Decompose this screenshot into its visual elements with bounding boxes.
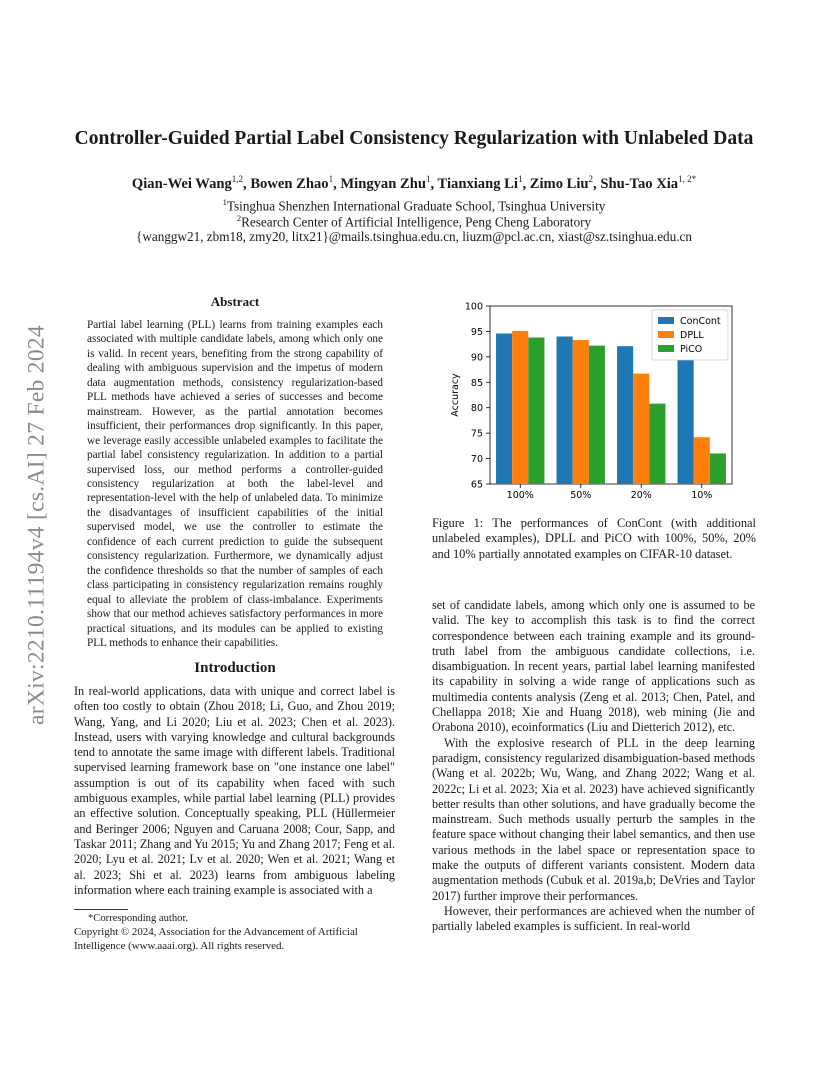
y-tick-label: 90 xyxy=(470,352,483,364)
footnote-divider xyxy=(74,909,128,910)
legend-label: ConCont xyxy=(680,316,721,327)
author-name: Mingyan Zhu xyxy=(340,175,426,192)
arxiv-identifier-text: arXiv:2210.11194v4 [cs.AI] 27 Feb 2024 xyxy=(23,325,50,725)
affiliation-2: $^2$Research Center of Artificial Intelligence, Peng Cheng Laboratory xyxy=(236,213,592,230)
author-affiliation-mark: 2 xyxy=(588,174,594,184)
bar-dpll xyxy=(573,340,589,484)
y-axis-label: Accuracy xyxy=(450,373,461,417)
abstract-heading: Abstract xyxy=(210,294,260,309)
author-name: Bowen Zhao xyxy=(250,175,329,192)
bar-pico xyxy=(649,404,665,484)
introduction-text: In real-world applications, data with unique and correct label is often too costly to obtain (Zhou 2018; Li, Guo, and Zhou 2019; Wang, Yang, and Li 2020; Liu et al. 2023; Chen et al. 2023). Instead, users with varying knowledge and cultural backgrounds tend to annotate the same image with different labels. Traditional supervised learning framework base on "one instance one label" assumption is out of its capability when faced with such ambiguous examples, while partial label learning (PLL) provides an effective solution. Conceptually speaking, PLL (Hüllermeier and Beringer 2006; Nguyen and Caruana 2008; Cour, Sapp, and Taskar 2011; Zhang and Yu 2015; Yu and Zhang 2017; Feng et al. 2020; Lyu et al. 2021; Lv et al. 2020; Wen et al. 2021; Wang et al. 2023; Shi et al. 2023) learns from ambiguous labeling information where each training example is associated with a xyxy=(74,684,395,897)
bar-dpll xyxy=(633,374,649,484)
figure-caption: Figure 1: The performances of ConCont (with additional unlabeled examples), DPLL and PiCO with 100%, 50%, 20% and 10% partially annotated examples on CIFAR-10 dataset. xyxy=(432,516,756,561)
affiliation-1: $^1$Tsinghua Shenzhen International Graduate School, Tsinghua University xyxy=(222,197,606,214)
abstract-text: Partial label learning (PLL) learns from training examples each associated with multiple candidate labels, among which only one is valid. In recent years, benefiting from the strong capability of dealing with ambiguous supervision and the impetus of modern data augmentation methods, consistency regularization-based PLL methods have achieved a series of successes and become mainstream. However, as the partial annotation becomes insufficient, their performances drop significantly. In this paper, we leverage easily accessible unlabeled examples to facilitate the partial label consistency regularization. In addition to a partial supervised loss, our method performs a controller-guided consistency regularization at both the label-level and representation-level with the help of unlabeled data. To minimize the disadvantages of insufficient capabilities of the initial supervised model, we use the controller to estimate the confidence of each current prediction to guide the subsequent consistency regularization. Furthermore, we dynamically adjust the confidence thresholds so that the number of samples of each class participating in consistency regularization remains roughly equal to alleviate the problem of class-imbalance. Experiments show that our method achieves satisfactory performances in more practical situations, and its modules can be applied to existing PLL methods to enhance their capabilities. xyxy=(87,319,383,649)
bar-pico xyxy=(589,346,605,484)
bar-pico xyxy=(710,453,726,484)
author-affiliation-mark: 1 xyxy=(328,174,334,184)
bar-dpll xyxy=(512,331,528,484)
author-affiliation-mark: 1,2 xyxy=(231,174,244,184)
y-tick-label: 80 xyxy=(470,403,483,415)
author-name: Zimo Liu xyxy=(529,175,589,192)
author-name: Shu-Tao Xia xyxy=(600,175,679,192)
legend-label: DPLL xyxy=(680,330,704,341)
paragraph: set of candidate labels, among which only one is assumed to be valid. The key to accomplish this task is to find the correct correspondence between each training example and its ground-truth label from the ambiguous candidate collections, i.e. disambiguation. In recent years, partial label learning manifested its capability in solving a wide range of applications such as multimedia contents analysis (Zeng et al. 2013; Chen, Patel, and Chellappa 2018; Xie and Huang 2018), web mining (Jie and Orabona 2010), ecoinformatics (Liu and Dietterich 2012), etc. xyxy=(432,598,755,735)
bar-pico xyxy=(528,338,544,484)
paragraph: However, their performances are achieved when the number of partially labeled examples is sufficient. In real-world xyxy=(432,903,755,934)
bar-concont xyxy=(617,346,633,484)
author-affiliation-mark: 1 xyxy=(425,174,431,184)
author-affiliation-mark: 1 xyxy=(517,174,523,184)
arxiv-identifier-watermark xyxy=(22,295,52,755)
paper-title: Controller-Guided Partial Label Consistency Regularization with Unlabeled Data xyxy=(74,128,754,149)
x-tick-label: 10% xyxy=(691,490,713,501)
bar-concont xyxy=(678,351,694,484)
y-tick-label: 100 xyxy=(464,301,483,313)
legend-swatch xyxy=(658,317,674,324)
bar-dpll xyxy=(694,437,710,484)
legend-swatch xyxy=(658,331,674,338)
author-list: Qian-Wei Wang$^{1,2}$, Bowen Zhao$^1$, Mingyan Zhu$^1$, Tianxiang Li$^1$, Zimo Liu$^2$, Shu-Tao Xia$^{1, 2*}$ xyxy=(131,174,697,192)
right-column-text xyxy=(432,598,755,935)
corresponding-author-footnote: *Corresponding author. xyxy=(88,913,189,924)
copyright-notice: Copyright © 2024, Association for the Advancement of Artificial Intelligence (www.aaai.org). All rights reserved. xyxy=(74,926,358,952)
author-emails: {wanggw21, zbm18, zmy20, litx21}@mails.tsinghua.edu.cn, liuzm@pcl.ac.cn, xiast@sz.tsinghua.edu.cn xyxy=(136,229,692,244)
author-name: Tianxiang Li xyxy=(437,175,518,192)
accuracy-bar-chart xyxy=(440,296,740,506)
y-tick-label: 70 xyxy=(470,454,483,466)
legend-label: PiCO xyxy=(680,344,703,355)
y-tick-label: 95 xyxy=(470,326,483,338)
bar-concont xyxy=(557,337,573,484)
introduction-heading: Introduction xyxy=(194,660,276,676)
y-tick-label: 75 xyxy=(470,428,483,440)
y-tick-label: 65 xyxy=(470,479,483,491)
bar-concont xyxy=(496,333,512,484)
x-tick-label: 50% xyxy=(570,490,592,501)
x-tick-label: 20% xyxy=(630,490,652,501)
paragraph: With the explosive research of PLL in the deep learning paradigm, consistency regularized disambiguation-based methods (Wang et al. 2022b; Wu, Wang, and Zhang 2022; Wang et al. 2022c; Li et al. 2023; Xia et al. 2023) have achieved significantly better results than other solutions, and have gradually become the mainstream. Such methods usually perturb the samples in the feature space without changing their label semantics, and then use various methods in the label space or representation space to make the outputs of different variants consistent. Modern data augmentation methods (Cubuk et al. 2019a,b; DeVries and Taylor 2017) further improve their performances. xyxy=(432,735,755,903)
legend-swatch xyxy=(658,345,674,352)
y-tick-label: 85 xyxy=(470,377,483,389)
author-affiliation-mark: 1, 2* xyxy=(678,174,697,184)
author-name: Qian-Wei Wang xyxy=(131,175,232,192)
x-tick-label: 100% xyxy=(506,490,534,501)
